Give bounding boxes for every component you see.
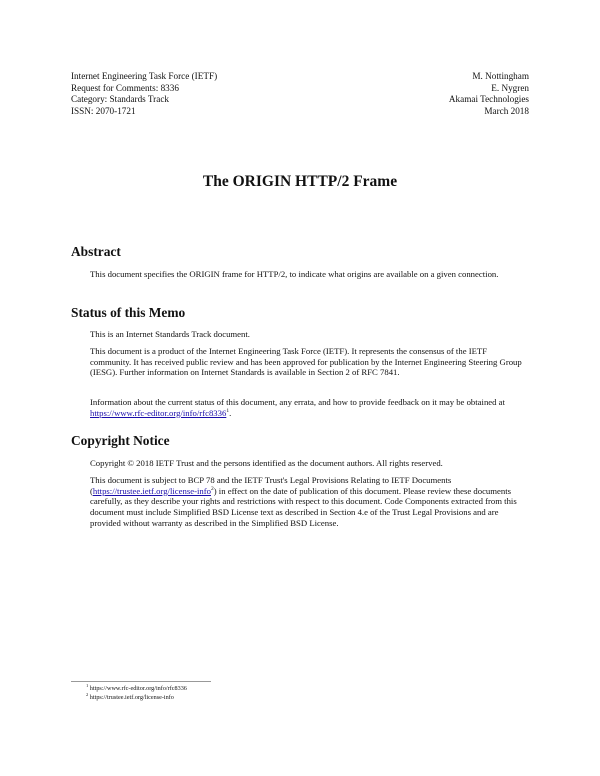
document-title: The ORIGIN HTTP/2 Frame	[202, 173, 398, 190]
status-paragraph-2: This document is a product of the Internet Engineering Task Force (IETF). It represents the consensus of the IETF community. It has received public review and has been approved for publication by the Internet Engineering Steering Group (IESG). Further information on Internet Standards is available in Section 2 of RFC 7841.	[90, 346, 522, 378]
footnote-ref-2[interactable]: 2	[210, 485, 214, 492]
footnote-1-number: 1	[86, 682, 89, 688]
trustee-license-link[interactable]: https://trustee.ietf.org/license-info	[92, 485, 211, 496]
header-category: Category: Standards Track	[71, 94, 169, 105]
header-rfc-number: Request for Comments: 8336	[71, 82, 179, 93]
footnote-2	[86, 691, 174, 702]
header-date: March 2018	[484, 105, 529, 116]
abstract-heading: Abstract	[71, 244, 121, 259]
copyright-heading: Copyright Notice	[71, 433, 170, 448]
copyright-paragraph-1: Copyright © 2018 IETF Trust and the persons identified as the document authors. All rights reserved.	[90, 458, 443, 468]
footnote-ref-1[interactable]: 1	[226, 407, 230, 414]
status-heading: Status of this Memo	[71, 305, 186, 320]
rfc-editor-link[interactable]: https://www.rfc-editor.org/info/rfc8336	[90, 407, 227, 418]
copyright-p2-text: This document is subject to BCP 78 and the IETF Trust's Legal Provisions Relating to IETF Documents (	[90, 475, 452, 496]
status-p3-text: Information about the current status of this document, any errata, and how to provide feedback on it may be obtained at	[90, 397, 505, 407]
status-paragraph-1: This is an Internet Standards Track document.	[90, 329, 250, 339]
footnote-1-text: https://www.rfc-editor.org/info/rfc8336	[89, 685, 187, 692]
status-p3-end: .	[229, 407, 232, 418]
header-issn: ISSN: 2070-1721	[71, 105, 136, 116]
footnote-2-text: https://trustee.ietf.org/license-info	[89, 694, 174, 701]
header-org: Internet Engineering Task Force (IETF)	[71, 71, 218, 81]
copyright-p2-end: ) in effect on the date of publication of this document. Please review these documents carefully, as they describe your rights and restrictions with respect to this document. Code Components extracted from this document must include Simplified BSD License text as described in Section 4.e of the Trust Legal Provisions and are provided without warranty as described in the Simplified BSD License.	[90, 485, 517, 528]
copyright-paragraph-2	[90, 475, 530, 529]
header-right	[449, 71, 529, 117]
abstract-text: This document specifies the ORIGIN frame for HTTP/2, to indicate what origins are available on a given connection.	[90, 269, 499, 279]
footnote-2-number: 2	[86, 691, 89, 697]
header-affiliation: Akamai Technologies	[448, 94, 529, 105]
header-author-2: E. Nygren	[491, 82, 529, 93]
header-author-1: M. Nottingham	[472, 71, 529, 81]
footnote-1	[86, 682, 187, 693]
status-paragraph-3	[90, 397, 530, 418]
header-left	[71, 71, 217, 117]
footnote-divider	[71, 681, 211, 682]
